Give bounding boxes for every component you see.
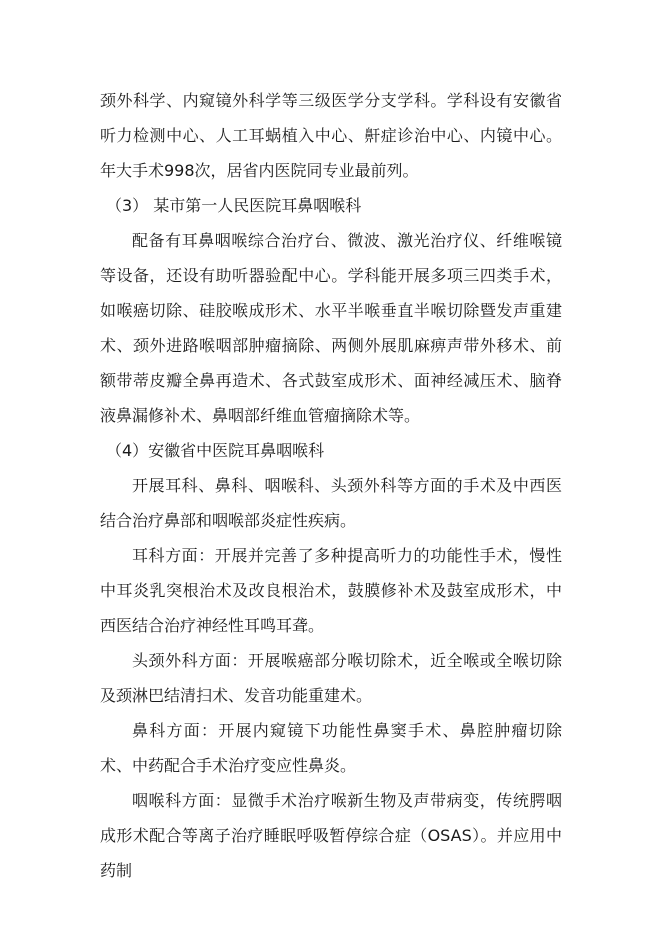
paragraph-laryngology: 咽喉科方面：显微手术治疗喉新生物及声带病变，传统腭咽成形术配合等离子治疗睡眠呼吸暂停综合症（OSAS）。并应用中药制 — [100, 791, 562, 880]
paragraph-rhinology: 鼻科方面：开展内窥镜下功能性鼻窦手术、鼻腔肿瘤切除术、中药配合手术治疗变应性鼻炎。 — [100, 721, 562, 775]
paragraph-tcm-overview: 开展耳科、鼻科、咽喉科、头颈外科等方面的手术及中西医结合治疗鼻部和咽喉部炎症性疾病。 — [100, 476, 562, 530]
paragraph-otology: 耳科方面：开展并完善了多种提高听力的功能性手术，慢性中耳炎乳突根治术及改良根治术，鼓膜修补术及鼓室成形术，中西医结合治疗神经性耳鸣耳聋。 — [100, 546, 562, 635]
paragraph-head-neck: 头颈外科方面：开展喉癌部分喉切除术，近全喉或全喉切除及颈淋巴结清扫术、发音功能重建术。 — [100, 651, 562, 705]
heading-first-peoples-hospital: （3） 某市第一人民医院耳鼻咽喉科 — [106, 196, 362, 215]
paragraph-discipline-overview: 颈外科学、内窥镜外科学等三级医学分支学科。学科设有安徽省听力检测中心、人工耳蜗植入中心、鼾症诊治中心、内镜中心。年大手术998次，居省内医院同专业最前列。 — [100, 91, 562, 180]
heading-anhui-tcm-hospital: （4）安徽省中医院耳鼻咽喉科 — [106, 441, 325, 460]
paragraph-first-hospital-equipment: 配备有耳鼻咽喉综合治疗台、微波、激光治疗仪、纤维喉镜等设备，还设有助听器验配中心。学科能开展多项三四类手术，如喉癌切除、硅胶喉成形术、水平半喉垂直半喉切除暨发声重建术、颈外进路喉咽部肿瘤摘除、两侧外展肌麻痹声带外移术、前额带蒂皮瓣全鼻再造术、各式鼓室成形术、面神经减压术、脑脊液鼻漏修补术、鼻咽部纤维血管瘤摘除术等。 — [100, 231, 562, 425]
